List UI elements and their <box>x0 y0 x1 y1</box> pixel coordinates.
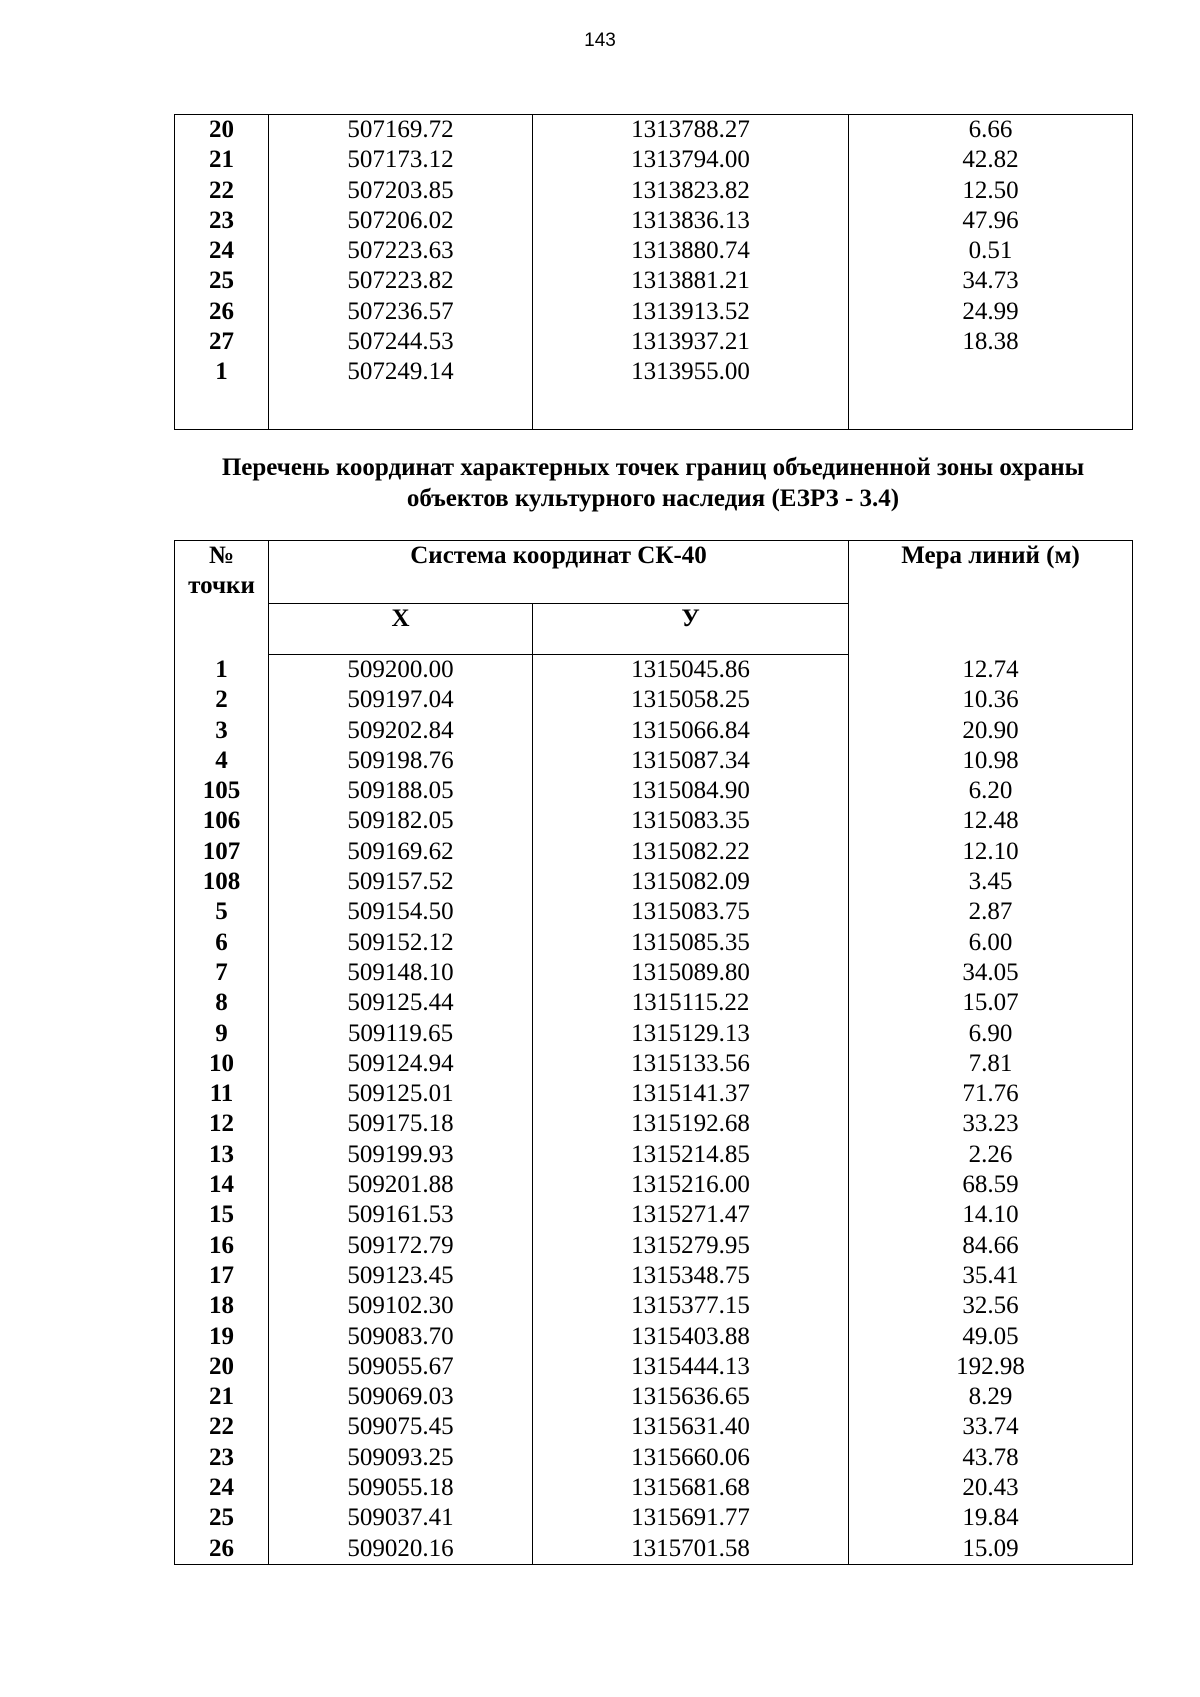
x-coordinate-cell: 509102.30 <box>269 1291 533 1321</box>
point-number-cell: 12 <box>175 1109 269 1139</box>
y-coordinate-cell: 1315083.35 <box>533 806 849 836</box>
table-row <box>175 1200 1133 1230</box>
x-coordinate-cell: 509124.94 <box>269 1049 533 1079</box>
header-point-number <box>175 541 269 655</box>
line-measure-cell: 18.38 <box>849 327 1133 357</box>
point-number-cell: 20 <box>175 115 269 146</box>
table-row <box>175 1503 1133 1533</box>
line-measure-cell: 20.43 <box>849 1473 1133 1503</box>
point-number-cell: 19 <box>175 1322 269 1352</box>
table-row <box>175 1049 1133 1079</box>
x-coordinate-cell: 509119.65 <box>269 1019 533 1049</box>
line-measure-cell: 3.45 <box>849 867 1133 897</box>
table-row <box>175 685 1133 715</box>
line-measure-cell: 34.73 <box>849 266 1133 296</box>
line-measure-cell: 34.05 <box>849 958 1133 988</box>
y-coordinate-cell: 1313937.21 <box>533 327 849 357</box>
table-row <box>175 1170 1133 1200</box>
y-coordinate-cell: 1315631.40 <box>533 1412 849 1442</box>
x-coordinate-cell: 507223.63 <box>269 236 533 266</box>
x-coordinate-cell: 507223.82 <box>269 266 533 296</box>
point-number-cell: 15 <box>175 1200 269 1230</box>
x-coordinate-cell: 509083.70 <box>269 1322 533 1352</box>
table-row <box>175 1261 1133 1291</box>
table-row <box>175 1382 1133 1412</box>
table-row <box>175 716 1133 746</box>
x-coordinate-cell: 507244.53 <box>269 327 533 357</box>
table-row <box>175 206 1133 236</box>
table-row <box>175 1534 1133 1565</box>
table-row <box>175 1412 1133 1442</box>
point-number-cell: 108 <box>175 867 269 897</box>
line-measure-cell: 12.48 <box>849 806 1133 836</box>
y-coordinate-cell: 1313836.13 <box>533 206 849 236</box>
y-coordinate-cell: 1313913.52 <box>533 297 849 327</box>
point-number-cell: 24 <box>175 1473 269 1503</box>
y-coordinate-cell: 1315691.77 <box>533 1503 849 1533</box>
table-row <box>175 837 1133 867</box>
table-row <box>175 236 1133 266</box>
table-row <box>175 988 1133 1018</box>
line-measure-cell: 10.98 <box>849 746 1133 776</box>
table-caption <box>174 452 1132 514</box>
line-measure-cell: 33.74 <box>849 1412 1133 1442</box>
table-row <box>175 806 1133 836</box>
table-row <box>175 1473 1133 1503</box>
y-coordinate-cell: 1315141.37 <box>533 1079 849 1109</box>
line-measure-cell: 2.26 <box>849 1140 1133 1170</box>
table-row <box>175 1443 1133 1473</box>
y-coordinate-cell: 1313881.21 <box>533 266 849 296</box>
line-measure-cell: 68.59 <box>849 1170 1133 1200</box>
x-coordinate-cell: 509148.10 <box>269 958 533 988</box>
y-coordinate-cell: 1315058.25 <box>533 685 849 715</box>
x-coordinate-cell: 509200.00 <box>269 655 533 686</box>
line-measure-cell <box>849 357 1133 387</box>
table-row <box>175 115 1133 146</box>
line-measure-cell: 12.10 <box>849 837 1133 867</box>
point-number-cell: 107 <box>175 837 269 867</box>
empty-cell <box>175 388 269 430</box>
y-coordinate-cell: 1315084.90 <box>533 776 849 806</box>
y-coordinate-cell: 1315129.13 <box>533 1019 849 1049</box>
y-coordinate-cell: 1315082.22 <box>533 837 849 867</box>
point-number-cell: 26 <box>175 1534 269 1565</box>
line-measure-cell: 12.74 <box>849 655 1133 686</box>
y-coordinate-cell: 1315660.06 <box>533 1443 849 1473</box>
coordinates-table-body <box>175 655 1133 1565</box>
x-coordinate-cell: 509175.18 <box>269 1109 533 1139</box>
x-coordinate-cell: 507173.12 <box>269 145 533 175</box>
y-coordinate-cell: 1313880.74 <box>533 236 849 266</box>
point-number-cell: 1 <box>175 655 269 686</box>
x-coordinate-cell: 507206.02 <box>269 206 533 236</box>
line-measure-cell: 12.50 <box>849 176 1133 206</box>
page-number: 143 <box>584 30 616 51</box>
table-spacer-row <box>175 388 1133 430</box>
x-coordinate-cell: 509069.03 <box>269 1382 533 1412</box>
line-measure-cell: 47.96 <box>849 206 1133 236</box>
table-row <box>175 746 1133 776</box>
header-x: Х <box>269 604 533 655</box>
table-row <box>175 1079 1133 1109</box>
y-coordinate-cell: 1315085.35 <box>533 928 849 958</box>
x-coordinate-cell: 509037.41 <box>269 1503 533 1533</box>
line-measure-cell: 6.20 <box>849 776 1133 806</box>
line-measure-cell: 20.90 <box>849 716 1133 746</box>
point-number-cell: 25 <box>175 266 269 296</box>
point-number-cell: 21 <box>175 145 269 175</box>
table-row <box>175 958 1133 988</box>
x-coordinate-cell: 509154.50 <box>269 897 533 927</box>
line-measure-cell: 33.23 <box>849 1109 1133 1139</box>
y-coordinate-cell: 1315701.58 <box>533 1534 849 1565</box>
table-caption-line-2: объектов культурного наследия (ЕЗРЗ - 3.4) <box>406 485 900 512</box>
table-row <box>175 928 1133 958</box>
table-row <box>175 327 1133 357</box>
y-coordinate-cell: 1315348.75 <box>533 1261 849 1291</box>
point-number-cell: 23 <box>175 206 269 236</box>
y-coordinate-cell: 1315216.00 <box>533 1170 849 1200</box>
line-measure-cell: 15.09 <box>849 1534 1133 1565</box>
y-coordinate-cell: 1313788.27 <box>533 115 849 146</box>
x-coordinate-cell: 509182.05 <box>269 806 533 836</box>
y-coordinate-cell: 1313823.82 <box>533 176 849 206</box>
line-measure-cell: 14.10 <box>849 1200 1133 1230</box>
x-coordinate-cell: 509123.45 <box>269 1261 533 1291</box>
point-number-cell: 10 <box>175 1049 269 1079</box>
y-coordinate-cell: 1315083.75 <box>533 897 849 927</box>
point-number-cell: 11 <box>175 1079 269 1109</box>
point-number-cell: 20 <box>175 1352 269 1382</box>
table-row <box>175 145 1133 175</box>
point-number-cell: 13 <box>175 1140 269 1170</box>
x-coordinate-cell: 509093.25 <box>269 1443 533 1473</box>
table-row <box>175 897 1133 927</box>
point-number-cell: 8 <box>175 988 269 1018</box>
y-coordinate-cell: 1315403.88 <box>533 1322 849 1352</box>
table-row <box>175 176 1133 206</box>
line-measure-cell: 10.36 <box>849 685 1133 715</box>
table-row <box>175 1352 1133 1382</box>
empty-cell <box>533 388 849 430</box>
x-coordinate-cell: 509055.18 <box>269 1473 533 1503</box>
x-coordinate-cell: 509055.67 <box>269 1352 533 1382</box>
y-coordinate-cell: 1313955.00 <box>533 357 849 387</box>
point-number-cell: 4 <box>175 746 269 776</box>
point-number-cell: 5 <box>175 897 269 927</box>
line-measure-cell: 35.41 <box>849 1261 1133 1291</box>
x-coordinate-cell: 507249.14 <box>269 357 533 387</box>
y-coordinate-cell: 1315133.56 <box>533 1049 849 1079</box>
x-coordinate-cell: 509152.12 <box>269 928 533 958</box>
y-coordinate-cell: 1315087.34 <box>533 746 849 776</box>
y-coordinate-cell: 1315214.85 <box>533 1140 849 1170</box>
y-coordinate-cell: 1315636.65 <box>533 1382 849 1412</box>
table-row <box>175 297 1133 327</box>
coordinates-table-continued <box>174 114 1133 430</box>
point-number-cell: 17 <box>175 1261 269 1291</box>
table-row <box>175 357 1133 387</box>
line-measure-cell: 192.98 <box>849 1352 1133 1382</box>
line-measure-cell: 71.76 <box>849 1079 1133 1109</box>
header-point-number-line-1: № <box>208 542 235 569</box>
y-coordinate-cell: 1315066.84 <box>533 716 849 746</box>
y-coordinate-cell: 1315192.68 <box>533 1109 849 1139</box>
line-measure-cell: 6.00 <box>849 928 1133 958</box>
point-number-cell: 1 <box>175 357 269 387</box>
y-coordinate-cell: 1313794.00 <box>533 145 849 175</box>
line-measure-cell: 32.56 <box>849 1291 1133 1321</box>
header-y: У <box>533 604 849 655</box>
x-coordinate-cell: 509202.84 <box>269 716 533 746</box>
y-coordinate-cell: 1315089.80 <box>533 958 849 988</box>
x-coordinate-cell: 509197.04 <box>269 685 533 715</box>
point-number-cell: 27 <box>175 327 269 357</box>
point-number-cell: 18 <box>175 1291 269 1321</box>
line-measure-cell: 42.82 <box>849 145 1133 175</box>
line-measure-cell: 7.81 <box>849 1049 1133 1079</box>
point-number-cell: 6 <box>175 928 269 958</box>
point-number-cell: 22 <box>175 176 269 206</box>
header-coordinate-system: Система координат СК-40 <box>269 541 849 604</box>
line-measure-cell: 19.84 <box>849 1503 1133 1533</box>
point-number-cell: 22 <box>175 1412 269 1442</box>
line-measure-cell: 6.90 <box>849 1019 1133 1049</box>
y-coordinate-cell: 1315271.47 <box>533 1200 849 1230</box>
point-number-cell: 7 <box>175 958 269 988</box>
line-measure-cell: 8.29 <box>849 1382 1133 1412</box>
point-number-cell: 106 <box>175 806 269 836</box>
table-row <box>175 1322 1133 1352</box>
header-point-number-line-2: точки <box>188 572 255 599</box>
y-coordinate-cell: 1315045.86 <box>533 655 849 686</box>
x-coordinate-cell: 509201.88 <box>269 1170 533 1200</box>
x-coordinate-cell: 509172.79 <box>269 1231 533 1261</box>
table-row <box>175 1231 1133 1261</box>
table-row <box>175 1019 1133 1049</box>
table-row <box>175 1140 1133 1170</box>
point-number-cell: 25 <box>175 1503 269 1533</box>
table-row <box>175 266 1133 296</box>
empty-cell <box>269 388 533 430</box>
x-coordinate-cell: 509199.93 <box>269 1140 533 1170</box>
table-row <box>175 776 1133 806</box>
x-coordinate-cell: 509198.76 <box>269 746 533 776</box>
line-measure-cell: 2.87 <box>849 897 1133 927</box>
empty-cell <box>849 388 1133 430</box>
x-coordinate-cell: 509188.05 <box>269 776 533 806</box>
x-coordinate-cell: 509125.01 <box>269 1079 533 1109</box>
header-line-measure: Мера линий (м) <box>849 541 1133 655</box>
line-measure-cell: 24.99 <box>849 297 1133 327</box>
point-number-cell: 26 <box>175 297 269 327</box>
point-number-cell: 9 <box>175 1019 269 1049</box>
x-coordinate-cell: 509161.53 <box>269 1200 533 1230</box>
line-measure-cell: 15.07 <box>849 988 1133 1018</box>
point-number-cell: 16 <box>175 1231 269 1261</box>
x-coordinate-cell: 507236.57 <box>269 297 533 327</box>
x-coordinate-cell: 509157.52 <box>269 867 533 897</box>
table-caption-line-1: Перечень координат характерных точек границ объединенной зоны охраны <box>221 454 1085 481</box>
point-number-cell: 3 <box>175 716 269 746</box>
table-row <box>175 1109 1133 1139</box>
x-coordinate-cell: 507203.85 <box>269 176 533 206</box>
y-coordinate-cell: 1315082.09 <box>533 867 849 897</box>
point-number-cell: 23 <box>175 1443 269 1473</box>
coordinates-table-continued-body <box>175 115 1133 430</box>
x-coordinate-cell: 509125.44 <box>269 988 533 1018</box>
table-row <box>175 655 1133 686</box>
line-measure-cell: 0.51 <box>849 236 1133 266</box>
coordinates-table-header <box>175 541 1133 655</box>
y-coordinate-cell: 1315115.22 <box>533 988 849 1018</box>
y-coordinate-cell: 1315681.68 <box>533 1473 849 1503</box>
line-measure-cell: 49.05 <box>849 1322 1133 1352</box>
line-measure-cell: 84.66 <box>849 1231 1133 1261</box>
y-coordinate-cell: 1315279.95 <box>533 1231 849 1261</box>
x-coordinate-cell: 507169.72 <box>269 115 533 146</box>
line-measure-cell: 43.78 <box>849 1443 1133 1473</box>
point-number-cell: 21 <box>175 1382 269 1412</box>
x-coordinate-cell: 509020.16 <box>269 1534 533 1565</box>
point-number-cell: 105 <box>175 776 269 806</box>
coordinates-table <box>174 540 1133 1565</box>
point-number-cell: 24 <box>175 236 269 266</box>
point-number-cell: 2 <box>175 685 269 715</box>
table-row <box>175 867 1133 897</box>
x-coordinate-cell: 509075.45 <box>269 1412 533 1442</box>
x-coordinate-cell: 509169.62 <box>269 837 533 867</box>
table-row <box>175 1291 1133 1321</box>
point-number-cell: 14 <box>175 1170 269 1200</box>
line-measure-cell: 6.66 <box>849 115 1133 146</box>
y-coordinate-cell: 1315444.13 <box>533 1352 849 1382</box>
y-coordinate-cell: 1315377.15 <box>533 1291 849 1321</box>
